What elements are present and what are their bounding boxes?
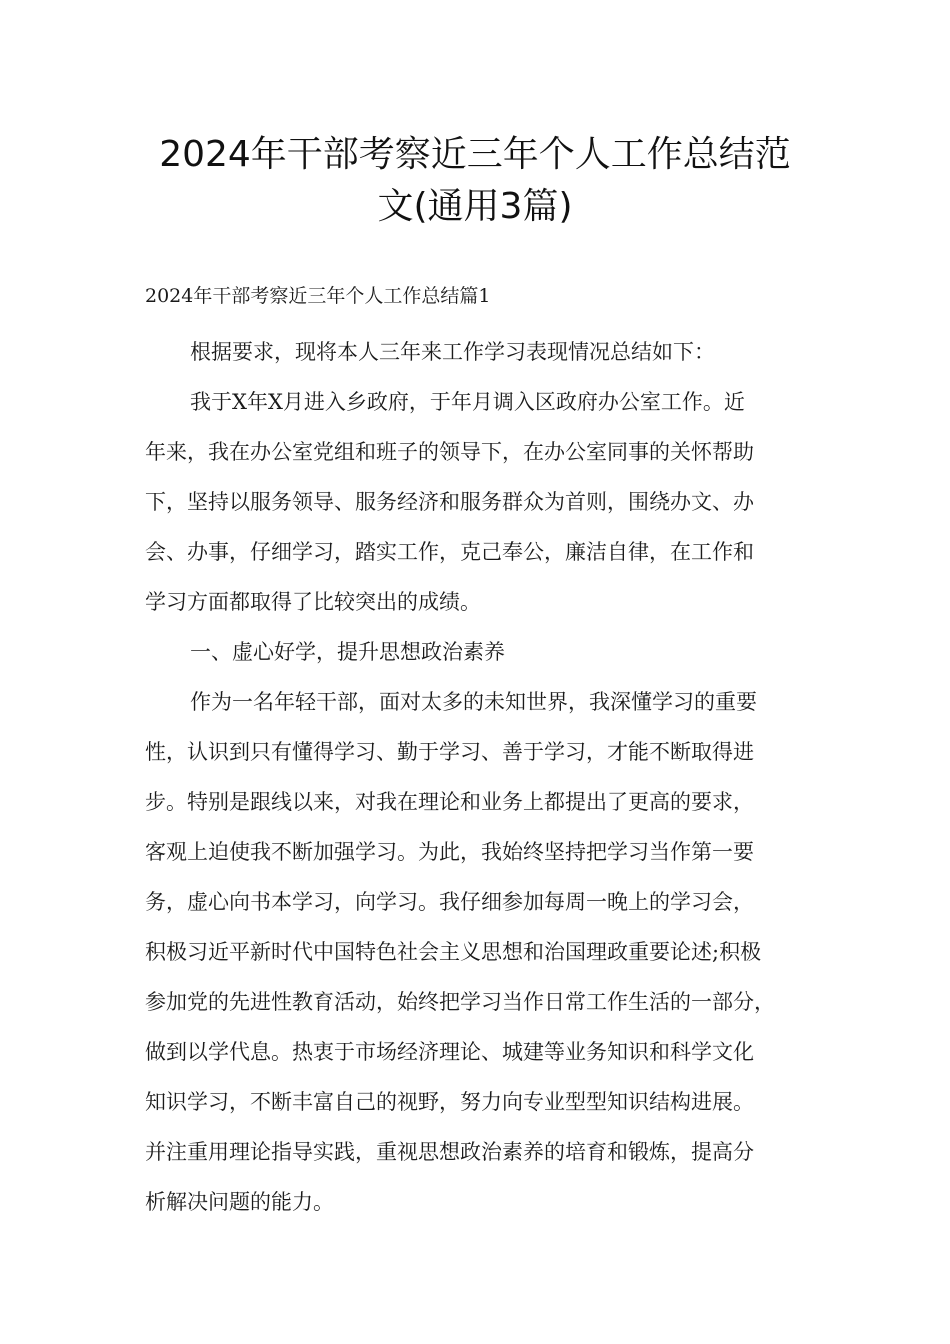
section-heading: 2024年干部考察近三年个人工作总结篇1 — [145, 285, 491, 307]
paragraph-line: 我于X年X月进入乡政府，于年月调入区政府办公室工作。近 — [190, 390, 745, 414]
paragraph-line: 性，认识到只有懂得学习、勤于学习、善于学习，才能不断取得进 — [145, 740, 754, 764]
paragraph-line: 析解决问题的能力。 — [145, 1190, 334, 1214]
paragraph-line: 年来，我在办公室党组和班子的领导下，在办公室同事的关怀帮助 — [145, 440, 754, 464]
subsection-heading: 一、虚心好学，提升思想政治素养 — [190, 640, 505, 664]
paragraph-line: 步。特别是跟线以来，对我在理论和业务上都提出了更高的要求， — [145, 790, 754, 814]
document-title-line-2: 文(通用3篇) — [377, 186, 573, 227]
paragraph-line: 根据要求，现将本人三年来工作学习表现情况总结如下： — [190, 340, 715, 364]
paragraph-line: 学习方面都取得了比较突出的成绩。 — [145, 590, 481, 614]
paragraph-line: 做到以学代息。热衷于市场经济理论、城建等业务知识和科学文化 — [145, 1040, 754, 1064]
paragraph-line: 务，虚心向书本学习，向学习。我仔细参加每周一晚上的学习会， — [145, 890, 754, 914]
paragraph-line: 下，坚持以服务领导、服务经济和服务群众为首则，围绕办文、办 — [145, 490, 754, 514]
paragraph-line: 积极习近平新时代中国特色社会主义思想和治国理政重要论述;积极 — [145, 940, 762, 964]
document-title-line-1: 2024年干部考察近三年个人工作总结范 — [159, 134, 791, 175]
paragraph-line: 会、办事，仔细学习，踏实工作，克己奉公，廉洁自律，在工作和 — [145, 540, 754, 564]
paragraph-line: 作为一名年轻干部，面对太多的未知世界，我深懂学习的重要 — [190, 690, 757, 714]
paragraph-line: 并注重用理论指导实践，重视思想政治素养的培育和锻炼，提高分 — [145, 1140, 754, 1164]
paragraph-line: 客观上迫使我不断加强学习。为此，我始终坚持把学习当作第一要 — [145, 840, 754, 864]
paragraph-line: 知识学习，不断丰富自己的视野，努力向专业型型知识结构进展。 — [145, 1090, 754, 1114]
paragraph-line: 参加党的先进性教育活动，始终把学习当作日常工作生活的一部分， — [145, 990, 775, 1014]
